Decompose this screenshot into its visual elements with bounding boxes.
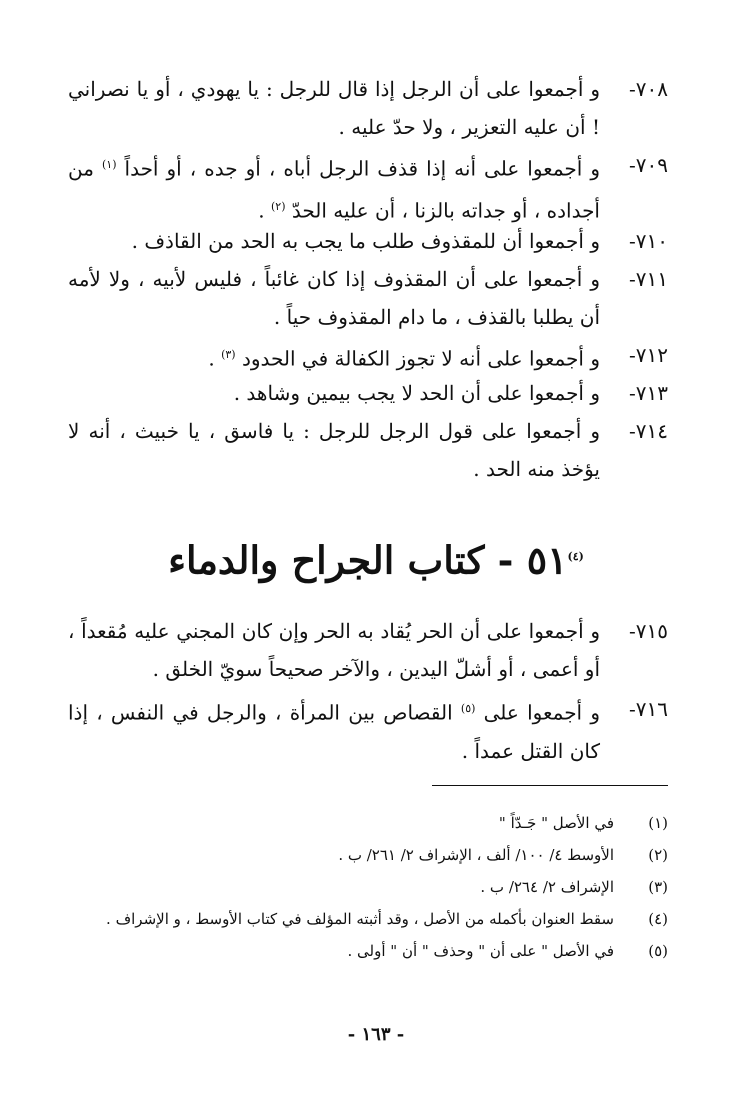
entry-text: و أجمعوا على أن الحد لا يجب بيمين وشاهد . bbox=[233, 381, 600, 405]
entry-text bbox=[68, 690, 600, 770]
entry-715 bbox=[68, 612, 668, 688]
footnote-number: (٥) bbox=[648, 942, 668, 960]
entry-number: ٧١٥- bbox=[629, 619, 668, 643]
entry-number: ٧١١- bbox=[629, 267, 668, 291]
entry-text bbox=[68, 146, 600, 229]
entry-712 bbox=[68, 336, 668, 378]
footnote-number: (٣) bbox=[648, 878, 668, 896]
footnote-4 bbox=[68, 904, 668, 934]
entry-number: ٧٠٨- bbox=[629, 77, 668, 101]
footnote-ref-1: (١) bbox=[101, 158, 117, 171]
entry-text-part: و أجمعوا على أنه لا تجوز الكفالة في الحدود bbox=[241, 346, 600, 371]
footnote-separator bbox=[432, 785, 668, 786]
footnote-ref-5: (٥) bbox=[460, 702, 476, 715]
footnote-1 bbox=[68, 808, 668, 838]
footnote-text: في الأصل " على أن " وحذف " أن " أولى . bbox=[347, 942, 614, 960]
entry-text: و أجمعوا على أن الحر يُقاد به الحر وإن كان المجني عليه مُقعداً ، أو أعمى ، أو أشلّ اليدين ، والآخر صحيحاً سويّ الخلق . bbox=[68, 619, 600, 681]
footnote-text: الإشراف ٢/ ٢٦٤/ ب . bbox=[480, 878, 614, 896]
entry-text: و أجمعوا على قول الرجل للرجل : يا فاسق ، يا خبيث ، أنه لا يؤخذ منه الحد . bbox=[68, 419, 600, 481]
entry-text-part: . bbox=[208, 346, 215, 371]
entry-711 bbox=[68, 260, 668, 336]
footnote-5 bbox=[68, 936, 668, 966]
entry-text-part: القصاص بين المرأة ، والرجل في النفس ، إذا كان القتل عمداً . bbox=[68, 700, 600, 763]
footnote-text: سقط العنوان بأكمله من الأصل ، وقد أثبته المؤلف في كتاب الأوسط ، و الإشراف . bbox=[106, 910, 614, 928]
footnote-number: (٤) bbox=[648, 910, 668, 928]
entry-709 bbox=[68, 146, 668, 229]
entry-text-part: و أجمعوا على أنه إذا قذف الرجل أباه ، أو جده ، أو أحداً bbox=[124, 156, 600, 181]
entry-text-part: و أجمعوا على bbox=[483, 700, 601, 725]
footnote-number: (١) bbox=[648, 814, 668, 832]
entry-713 bbox=[68, 374, 668, 412]
entry-text-part: . bbox=[258, 198, 265, 223]
footnote-text: في الأصل " جَـدّاً " bbox=[498, 814, 614, 832]
footnote-ref-4: (٤) bbox=[567, 550, 584, 563]
entry-number: ٧١٢- bbox=[629, 343, 668, 367]
entry-number: ٧١٣- bbox=[629, 381, 668, 405]
entry-text: و أجمعوا على أن المقذوف إذا كان غائباً ، فليس لأبيه ، ولا لأمه أن يطلبا بالقذف ، ما دام المقذوف حياً . bbox=[68, 267, 600, 329]
page-number: - ١٦٣ - bbox=[347, 1024, 405, 1045]
entry-text: و أجمعوا على أن الرجل إذا قال للرجل : يا يهودي ، أو يا نصراني ! أن عليه التعزير ، ولا حدّ عليه . bbox=[68, 77, 600, 139]
entry-710 bbox=[68, 222, 668, 260]
footnote-text: الأوسط ٤/ ١٠٠/ ألف ، الإشراف ٢/ ٢٦١/ ب . bbox=[338, 846, 614, 864]
section-title bbox=[0, 532, 752, 586]
entry-number: ٧١٤- bbox=[629, 419, 668, 443]
entry-number: ٧١٠- bbox=[629, 229, 668, 253]
entry-714 bbox=[68, 412, 668, 488]
entry-text-part: من أجداده ، أو جداته بالزنا ، أن عليه الحدّ bbox=[68, 156, 600, 223]
footnote-number: (٢) bbox=[648, 846, 668, 864]
section-title-text: ٥١ - كتاب الجراح والدماء bbox=[168, 537, 568, 583]
footnote-2 bbox=[68, 840, 668, 870]
entry-708 bbox=[68, 70, 668, 146]
entry-text bbox=[68, 336, 600, 378]
entry-text: و أجمعوا أن للمقذوف طلب ما يجب به الحد من القاذف . bbox=[131, 229, 600, 253]
footnote-ref-3: (٣) bbox=[221, 348, 236, 361]
entry-number: ٧١٦- bbox=[629, 697, 668, 721]
footnote-ref-2: (٢) bbox=[271, 199, 286, 213]
footnote-3 bbox=[68, 872, 668, 902]
entry-number: ٧٠٩- bbox=[629, 153, 668, 177]
entry-716 bbox=[68, 690, 668, 770]
